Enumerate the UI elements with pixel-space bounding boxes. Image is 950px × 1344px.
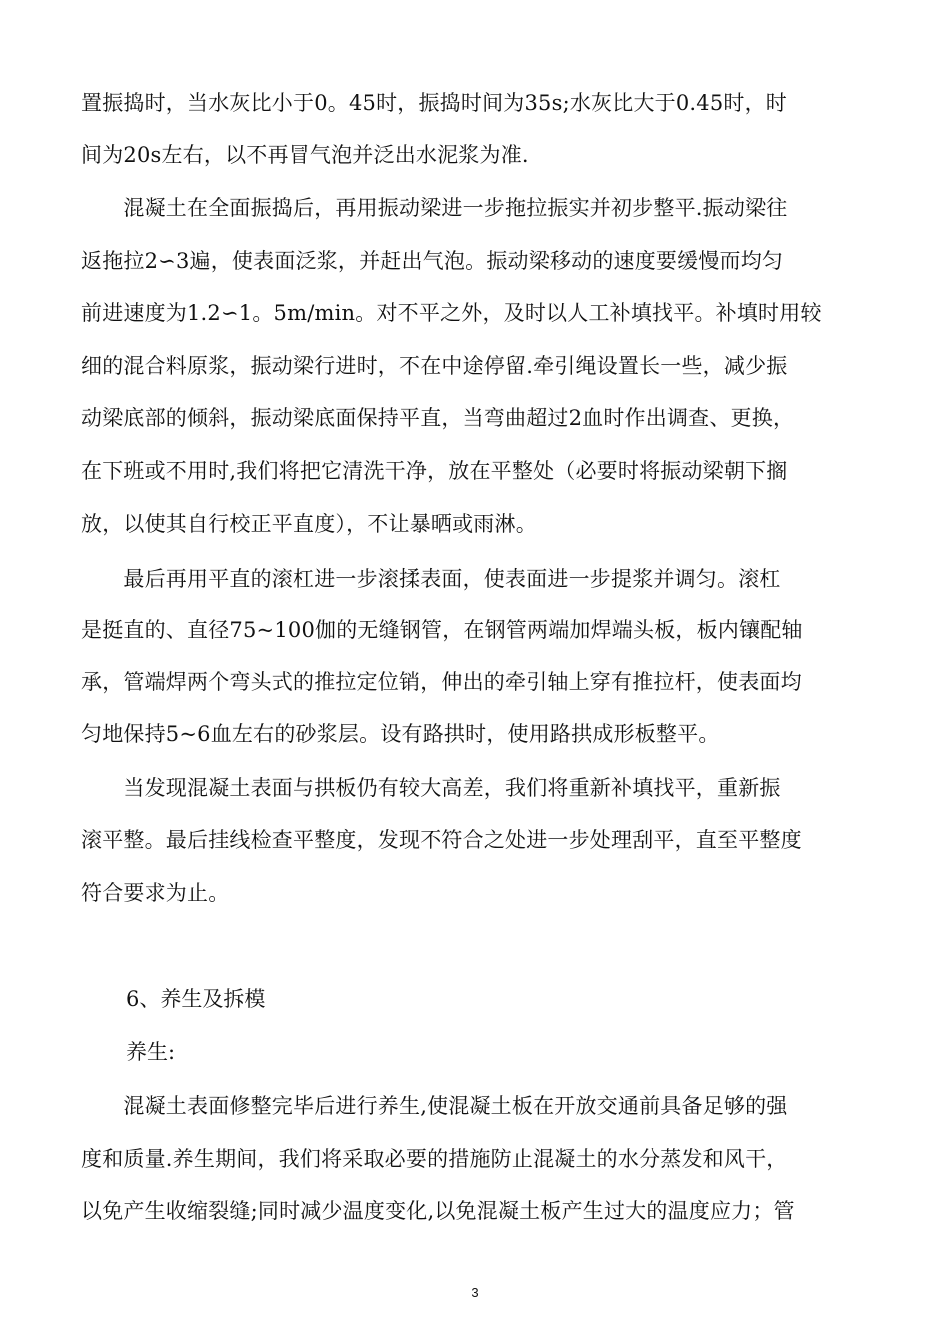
paragraph-line: 承，管端焊两个弯头式的推拉定位销，伸出的牵引轴上穿有推拉杆，使表面均	[81, 670, 802, 694]
paragraph-line: 当发现混凝土表面与拱板仍有较大高差，我们将重新补填找平，重新振	[81, 776, 781, 800]
paragraph-line: 放，以使其自行校正平直度），不让暴晒或雨淋。	[81, 512, 537, 536]
paragraph-line: 混凝土在全面振捣后，再用振动梁进一步拖拉振实并初步整平.振动梁往	[81, 196, 788, 220]
paragraph-line: 在下班或不用时,我们将把它清洗干净，放在平整处（必要时将振动梁朝下搁	[81, 459, 788, 483]
paragraph-line: 匀地保持5~6血左右的砂浆层。设有路拱时，使用路拱成形板整平。	[81, 722, 720, 746]
paragraph-line: 间为20s左右，以不再冒气泡并泛出水泥浆为准.	[81, 143, 529, 167]
paragraph-line: 混凝土表面修整完毕后进行养生,使混凝土板在开放交通前具备足够的强	[81, 1094, 788, 1118]
paragraph-line: 是挺直的、直径75~100伽的无缝钢管，在钢管两端加焊端头板，板内镶配轴	[81, 618, 803, 642]
paragraph-line: 动梁底部的倾斜，振动梁底面保持平直，当弯曲超过2血时作出调查、更换，	[81, 406, 795, 430]
paragraph-line: 符合要求为止。	[81, 881, 230, 905]
paragraph-line: 前进速度为1.2∽1。5m/min。对不平之外，及时以人工补填找平。补填时用较	[81, 301, 822, 325]
paragraph-line: 细的混合料原浆，振动梁行进时，不在中途停留.牵引绳设置长一些，减少振	[81, 354, 788, 378]
subsection-heading: 养生:	[126, 1040, 176, 1064]
paragraph-line: 最后再用平直的滚杠进一步滚揉表面，使表面进一步提浆并调匀。滚杠	[81, 567, 781, 591]
page-number: 3	[471, 1285, 479, 1300]
paragraph-line: 滚平整。最后挂线检查平整度，发现不符合之处进一步处理刮平，直至平整度	[81, 828, 802, 852]
paragraph-line: 以免产生收缩裂缝;同时减少温度变化,以免混凝土板产生过大的温度应力；管	[81, 1199, 795, 1223]
paragraph-line: 置振捣时，当水灰比小于0。45时，振捣时间为35s;水灰比大于0.45时，时	[81, 91, 788, 115]
paragraph-line: 度和质量.养生期间，我们将采取必要的措施防止混凝土的水分蒸发和风干，	[81, 1147, 788, 1171]
section-heading: 6、养生及拆模	[126, 987, 266, 1011]
paragraph-line: 返拖拉2∽3遍，使表面泛浆，并赶出气泡。振动梁移动的速度要缓慢而均匀	[81, 249, 784, 273]
